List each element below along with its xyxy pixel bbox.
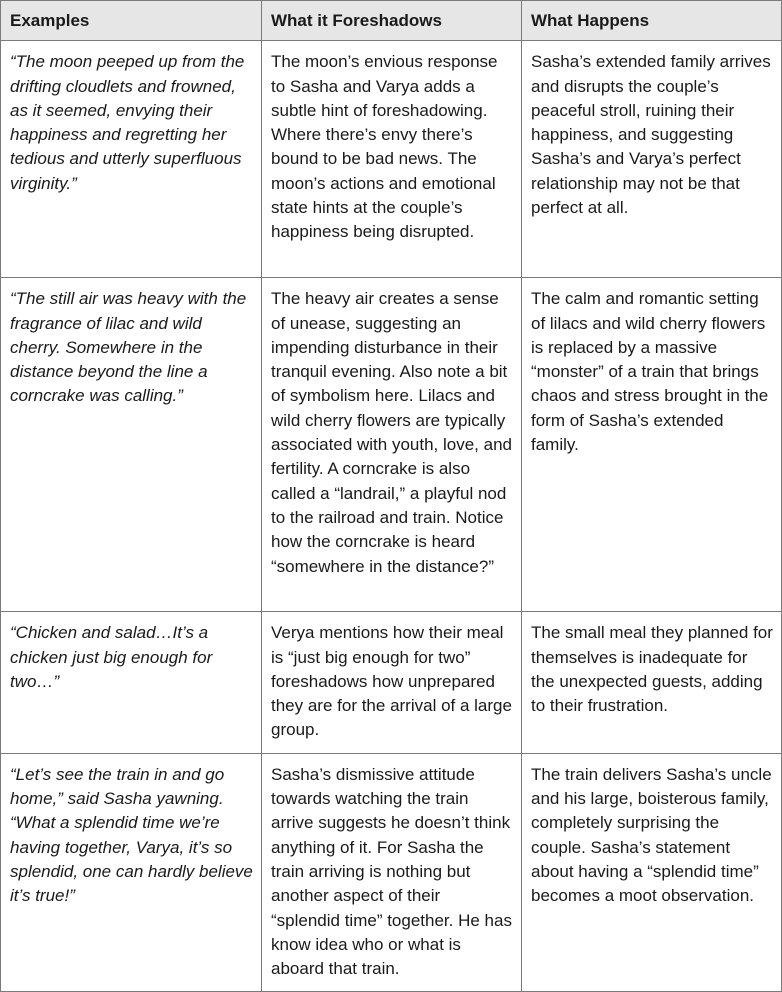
- happens-cell: The small meal they planned for themselves is inadequate for the unexpected guests, adding to their frustration.: [522, 612, 782, 753]
- table-row: [1, 612, 782, 753]
- header-examples: Examples: [1, 1, 262, 41]
- example-cell: “Let’s see the train in and go home,” said Sasha yawning. “What a splendid time we’re having together, Varya, it’s so splendid, one can hardly believe it’s true!”: [1, 753, 262, 992]
- foreshadows-cell: The moon’s envious response to Sasha and Varya adds a subtle hint of foreshadowing. Where there’s envy there’s bound to be bad news. The moon’s actions and emotional state hints at the couple’s happiness being disrupted.: [262, 41, 522, 278]
- foreshadows-cell: The heavy air creates a sense of unease, suggesting an impending disturbance in their tranquil evening. Also note a bit of symbolism here. Lilacs and wild cherry flowers are typically associated with youth, love, and fertility. A corncrake is also called a “landrail,” a playful nod to the railroad and train. Notice how the corncrake is heard “somewhere in the distance?”: [262, 278, 522, 612]
- happens-cell: The train delivers Sasha’s uncle and his large, boisterous family, completely surprising the couple. Sasha’s statement about having a “splendid time” becomes a moot observation.: [522, 753, 782, 992]
- table-header: [1, 1, 782, 41]
- table-row: [1, 278, 782, 612]
- foreshadows-cell: Verya mentions how their meal is “just big enough for two” foreshadows how unprepared they are for the arrival of a large group.: [262, 612, 522, 753]
- header-what-happens: What Happens: [522, 1, 782, 41]
- example-cell: “The still air was heavy with the fragrance of lilac and wild cherry. Somewhere in the distance beyond the line a corncrake was calling.”: [1, 278, 262, 612]
- foreshadows-cell: Sasha’s dismissive attitude towards watching the train arrive suggests he doesn’t think anything of it. For Sasha the train arriving is nothing but another aspect of their “splendid time” together. He has know idea who or what is aboard that train.: [262, 753, 522, 992]
- happens-cell: Sasha’s extended family arrives and disrupts the couple’s peaceful stroll, ruining their happiness, and suggesting Sasha’s and Varya’s perfect relationship may not be that perfect at all.: [522, 41, 782, 278]
- example-cell: “Chicken and salad…It’s a chicken just big enough for two…”: [1, 612, 262, 753]
- example-cell: “The moon peeped up from the drifting cloudlets and frowned, as it seemed, envying their happiness and regretting her tedious and utterly superfluous virginity.”: [1, 41, 262, 278]
- header-row: [1, 1, 782, 41]
- table-row: [1, 41, 782, 278]
- table-row: [1, 753, 782, 992]
- table-body: [1, 41, 782, 992]
- header-what-it-foreshadows: What it Foreshadows: [262, 1, 522, 41]
- happens-cell: The calm and romantic setting of lilacs and wild cherry flowers is replaced by a massive “monster” of a train that brings chaos and stress brought in the form of Sasha’s extended family.: [522, 278, 782, 612]
